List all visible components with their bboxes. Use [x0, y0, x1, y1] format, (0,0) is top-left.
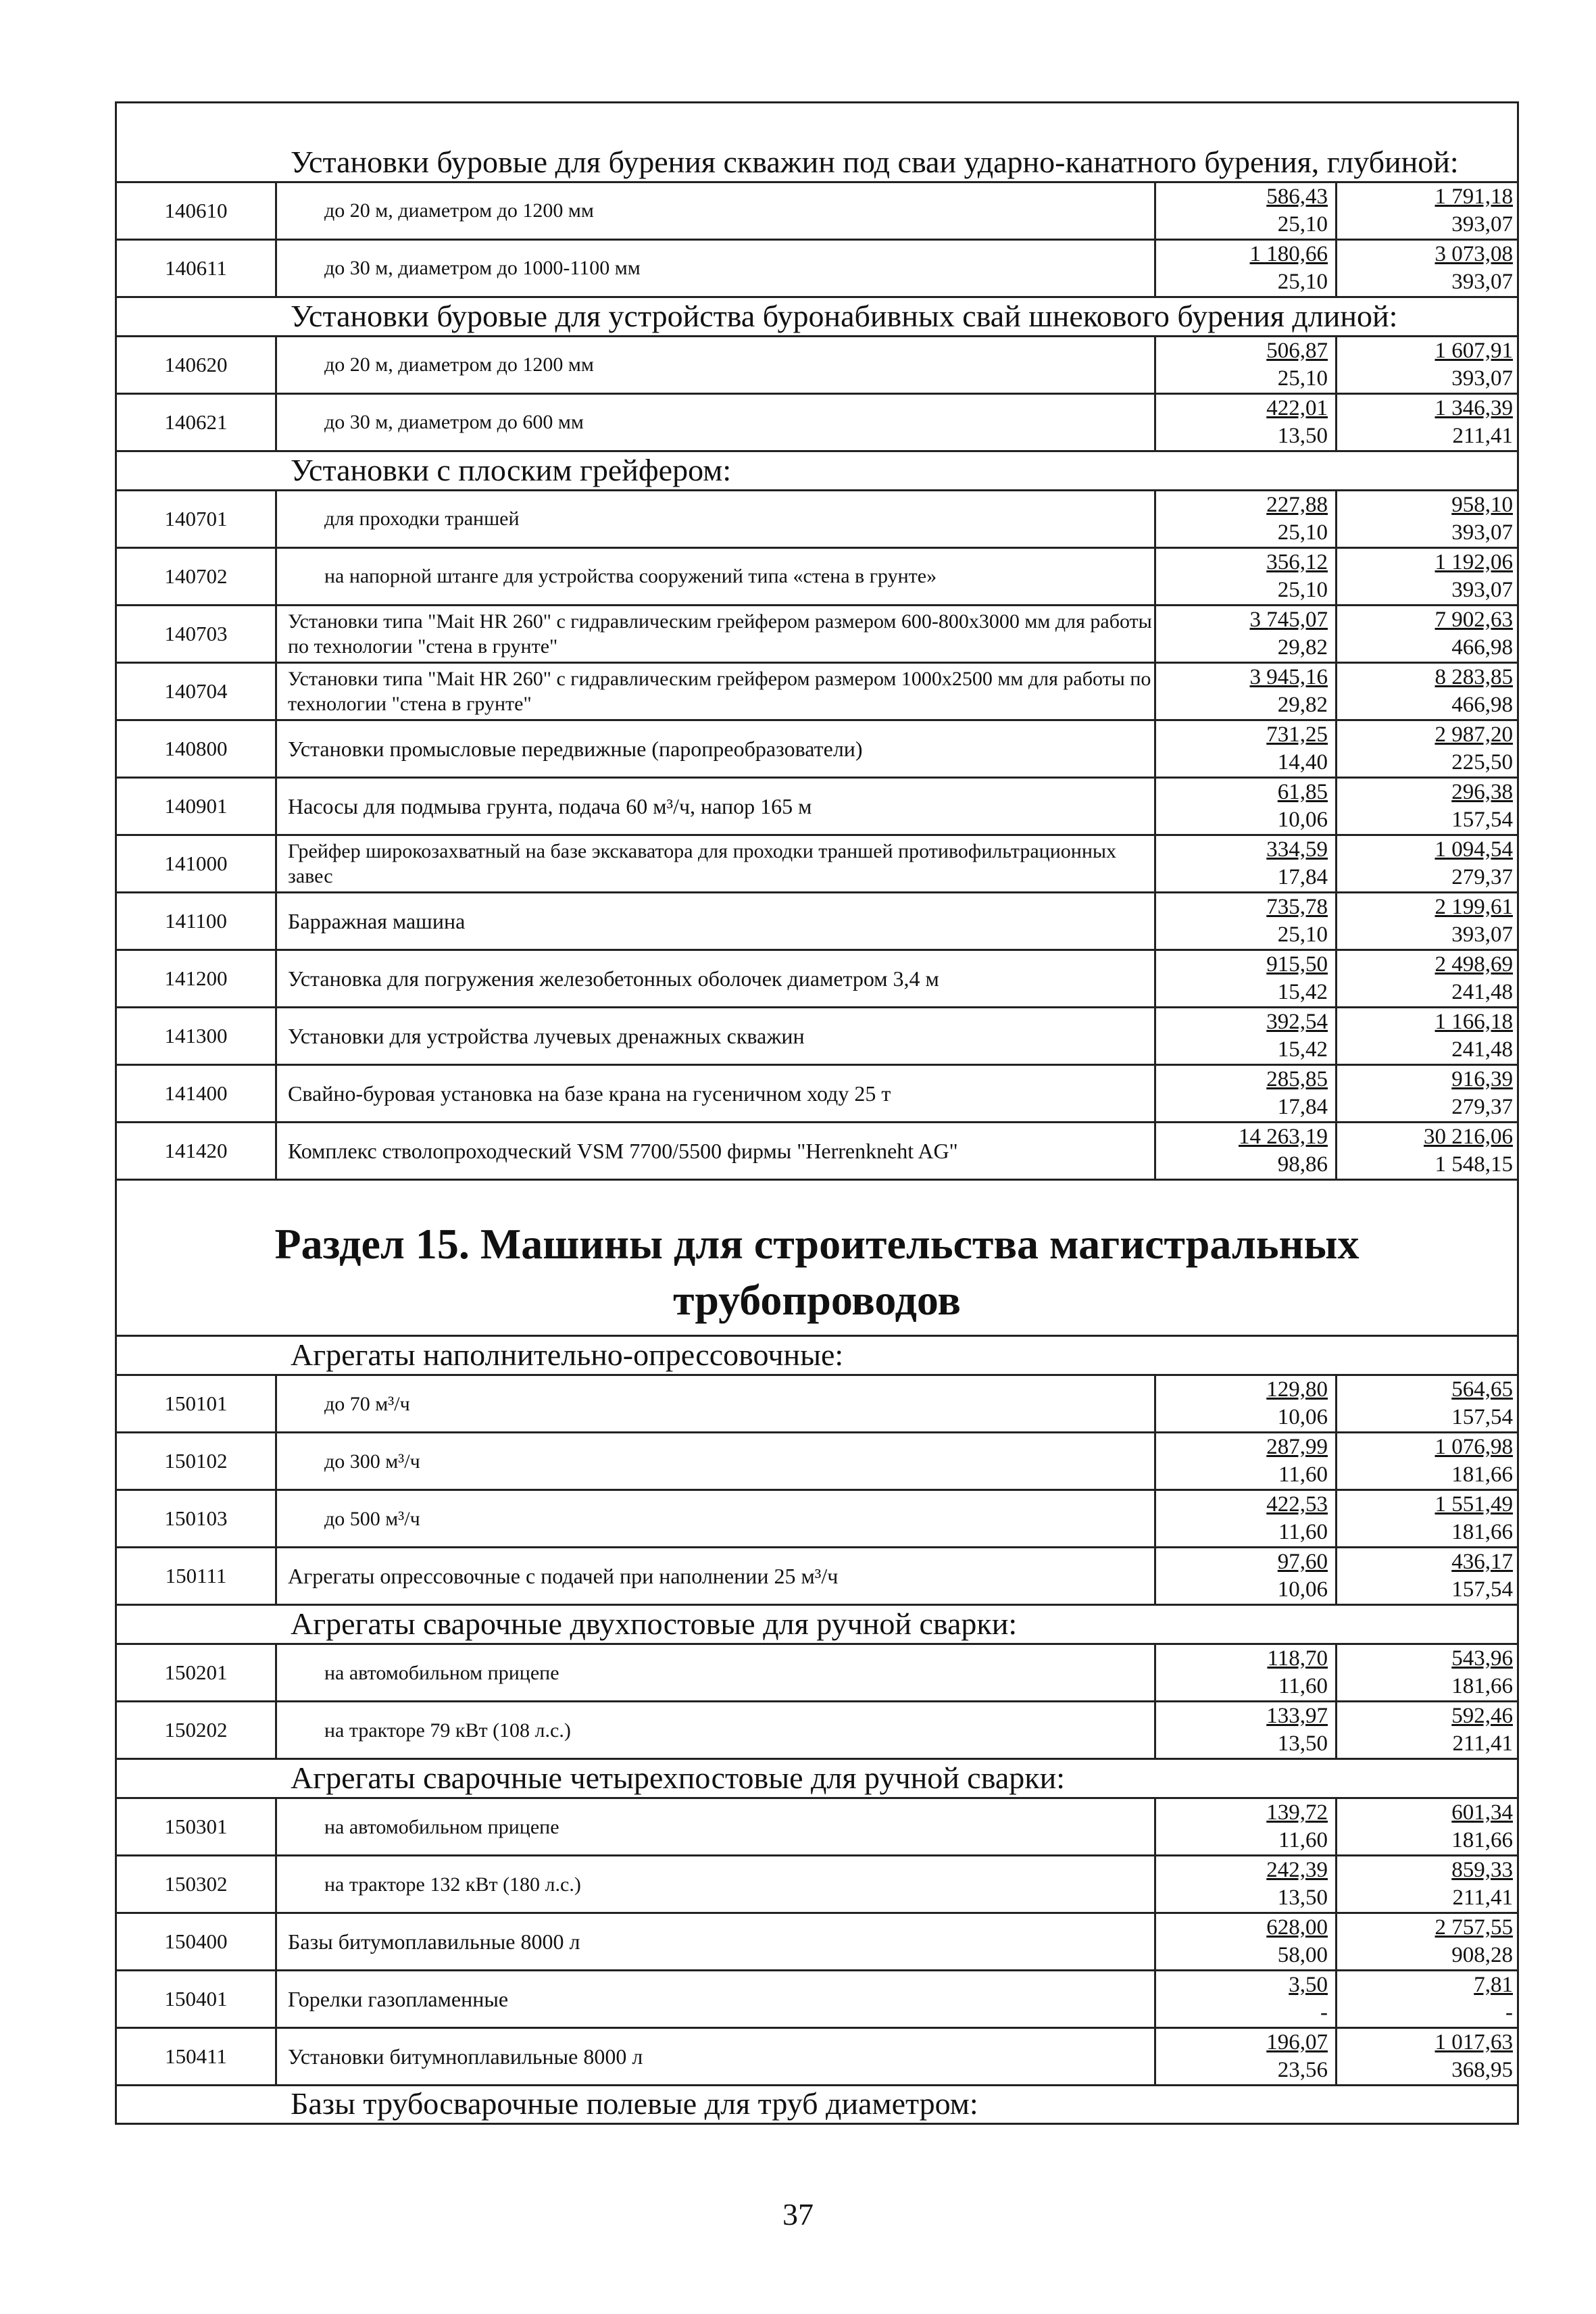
- value-top: 1 791,18: [1435, 184, 1513, 209]
- group-header-row: [117, 1606, 1517, 1645]
- value-bottom: 393,07: [1451, 212, 1513, 237]
- row-values: [1154, 395, 1517, 450]
- row-values: [1154, 664, 1517, 719]
- row-name: Установки типа "Mait HR 260" с гидравлическим грейфером размером 1000х2500 мм для работы по технологии "стена в грунте": [288, 667, 1151, 715]
- row-name: Агрегаты опрессовочные с подачей при наполнении 25 м³/ч: [288, 1564, 839, 1589]
- value-bottom: 181,66: [1451, 1462, 1513, 1487]
- table-row: [117, 1491, 1517, 1548]
- row-code: 140703: [117, 606, 277, 662]
- operating-cost-cell: [1156, 183, 1332, 239]
- row-values: [1154, 491, 1517, 547]
- value-top: 3 945,16: [1249, 665, 1328, 689]
- row-code: 150201: [117, 1645, 277, 1700]
- operating-cost-cell: [1156, 1066, 1332, 1121]
- table-row: [117, 836, 1517, 893]
- row-name: до 70 м³/ч: [324, 1392, 410, 1415]
- total-cost-cell: [1335, 836, 1517, 891]
- operating-cost-cell: [1156, 1376, 1332, 1431]
- operating-cost-cell: [1156, 1645, 1332, 1700]
- value-top: 916,39: [1451, 1067, 1513, 1091]
- value-top: 129,80: [1266, 1377, 1328, 1402]
- row-code: 141420: [117, 1123, 277, 1179]
- row-code: 140800: [117, 721, 277, 777]
- value-top: 296,38: [1451, 780, 1513, 804]
- value-top: 356,12: [1266, 550, 1328, 574]
- total-cost-cell: [1335, 779, 1517, 834]
- table-row: [117, 1799, 1517, 1856]
- value-top: 242,39: [1266, 1858, 1328, 1883]
- row-name: для проходки траншей: [324, 508, 520, 531]
- value-bottom: 25,10: [1277, 366, 1328, 391]
- value-top: 436,17: [1451, 1550, 1513, 1575]
- row-values: [1154, 1856, 1517, 1912]
- table-row: [117, 183, 1517, 241]
- table-row: [117, 1008, 1517, 1066]
- value-bottom: 211,41: [1452, 1731, 1513, 1756]
- operating-cost-cell: [1156, 1799, 1332, 1854]
- value-bottom: 13,50: [1277, 1731, 1328, 1756]
- table-row: [117, 951, 1517, 1008]
- group-header-row: [117, 1337, 1517, 1376]
- value-bottom: 1 548,15: [1435, 1152, 1513, 1177]
- operating-cost-cell: [1156, 664, 1332, 719]
- row-name: Установки типа "Mait HR 260" с гидравлическим грейфером размером 600-800х3000 мм для работы по технологии "стена в грунте": [288, 610, 1152, 658]
- value-top: 97,60: [1277, 1550, 1328, 1575]
- operating-cost-cell: [1156, 1008, 1332, 1064]
- value-bottom: 157,54: [1451, 1405, 1513, 1430]
- operating-cost-cell: [1156, 1971, 1332, 2027]
- row-name: Установка для погружения железобетонных оболочек диаметром 3,4 м: [288, 966, 939, 991]
- row-code: 141200: [117, 951, 277, 1006]
- total-cost-cell: [1335, 1008, 1517, 1064]
- table-row: [117, 893, 1517, 951]
- value-bottom: 10,06: [1277, 1405, 1328, 1430]
- total-cost-cell: [1335, 2029, 1517, 2084]
- value-top: 61,85: [1277, 780, 1328, 804]
- value-bottom: 241,48: [1451, 1037, 1513, 1062]
- value-bottom: 211,41: [1452, 1886, 1513, 1911]
- row-values: [1154, 1008, 1517, 1064]
- operating-cost-cell: [1156, 395, 1332, 450]
- value-top: 601,34: [1451, 1800, 1513, 1825]
- value-bottom: 466,98: [1451, 693, 1513, 717]
- operating-cost-cell: [1156, 2029, 1332, 2084]
- operating-cost-cell: [1156, 951, 1332, 1006]
- row-values: [1154, 2029, 1517, 2084]
- operating-cost-cell: [1156, 337, 1332, 393]
- row-name: Свайно-буровая установка на базе крана на гусеничном ходу 25 т: [288, 1081, 891, 1106]
- row-code: 141100: [117, 893, 277, 949]
- value-top: 506,87: [1266, 339, 1328, 363]
- value-top: 1 180,66: [1249, 242, 1328, 266]
- value-top: 1 076,98: [1435, 1435, 1513, 1460]
- value-top: 422,53: [1266, 1492, 1328, 1517]
- table-row: [117, 1914, 1517, 1971]
- value-top: 3 745,07: [1249, 608, 1328, 632]
- value-top: 285,85: [1266, 1067, 1328, 1091]
- row-name: Комплекс стволопроходческий VSM 7700/5500 фирмы "Herrenkneht AG": [288, 1139, 958, 1163]
- group-header-text: Агрегаты наполнительно-опрессовочные:: [291, 1337, 844, 1373]
- row-name: до 30 м, диаметром до 1000-1100 мм: [324, 257, 641, 280]
- total-cost-cell: [1335, 1856, 1517, 1912]
- row-name: на тракторе 132 кВт (180 л.с.): [324, 1873, 581, 1896]
- group-header-text: Базы трубосварочные полевые для труб диаметром:: [291, 2086, 978, 2121]
- row-name: Базы битумоплавильные 8000 л: [288, 1929, 580, 1954]
- value-bottom: 181,66: [1451, 1828, 1513, 1853]
- group-header-text: Агрегаты сварочные двухпостовые для ручной сварки:: [291, 1606, 1018, 1642]
- row-code: 150401: [117, 1971, 277, 2027]
- value-top: 628,00: [1266, 1915, 1328, 1940]
- table-row: [117, 241, 1517, 298]
- value-top: 133,97: [1266, 1704, 1328, 1729]
- operating-cost-cell: [1156, 606, 1332, 662]
- row-values: [1154, 1066, 1517, 1121]
- row-name: Барражная машина: [288, 909, 466, 933]
- value-top: 1 192,06: [1435, 550, 1513, 574]
- row-code: 150103: [117, 1491, 277, 1546]
- row-name: до 20 м, диаметром до 1200 мм: [324, 353, 594, 376]
- value-top: 1 017,63: [1435, 2030, 1513, 2055]
- operating-cost-cell: [1156, 1491, 1332, 1546]
- group-header-row: [117, 1760, 1517, 1799]
- row-code: 150101: [117, 1376, 277, 1431]
- value-top: 1 607,91: [1435, 339, 1513, 363]
- total-cost-cell: [1335, 1123, 1517, 1179]
- table-row: [117, 2029, 1517, 2086]
- value-top: 592,46: [1451, 1704, 1513, 1729]
- row-values: [1154, 606, 1517, 662]
- row-values: [1154, 183, 1517, 239]
- value-top: 422,01: [1266, 396, 1328, 420]
- group-header-text: Установки буровые для бурения скважин под сваи ударно-канатного бурения, глубиной:: [291, 144, 1459, 179]
- total-cost-cell: [1335, 1645, 1517, 1700]
- value-bottom: 25,10: [1277, 922, 1328, 947]
- total-cost-cell: [1335, 1491, 1517, 1546]
- value-bottom: 25,10: [1277, 270, 1328, 294]
- total-cost-cell: [1335, 1376, 1517, 1431]
- value-bottom: 17,84: [1277, 1095, 1328, 1119]
- row-code: 140610: [117, 183, 277, 239]
- value-top: 14 263,19: [1239, 1125, 1328, 1149]
- row-name: Установки для устройства лучевых дренажных скважин: [288, 1024, 805, 1048]
- value-bottom: 211,41: [1452, 424, 1513, 448]
- value-top: 7,81: [1474, 1973, 1513, 1998]
- value-top: 731,25: [1266, 722, 1328, 747]
- row-values: [1154, 1491, 1517, 1546]
- row-name: на напорной штанге для устройства сооружений типа «стена в грунте»: [324, 565, 937, 588]
- total-cost-cell: [1335, 606, 1517, 662]
- group-header-text: Установки буровые для устройства буронабивных свай шнекового бурения длиной:: [291, 298, 1398, 333]
- table-row: [117, 1433, 1517, 1491]
- row-code: 140704: [117, 664, 277, 719]
- row-code: 150111: [117, 1548, 277, 1604]
- value-bottom: 10,06: [1277, 808, 1328, 832]
- value-bottom: 393,07: [1451, 922, 1513, 947]
- value-bottom: 13,50: [1277, 1886, 1328, 1911]
- total-cost-cell: [1335, 183, 1517, 239]
- row-name: Насосы для подмыва грунта, подача 60 м³/ч, напор 165 м: [288, 794, 812, 818]
- value-top: 8 283,85: [1435, 665, 1513, 689]
- value-bottom: 157,54: [1451, 1577, 1513, 1602]
- total-cost-cell: [1335, 721, 1517, 777]
- total-cost-cell: [1335, 1066, 1517, 1121]
- value-bottom: 279,37: [1451, 865, 1513, 889]
- row-code: 150301: [117, 1799, 277, 1854]
- value-bottom: -: [1320, 2000, 1328, 2025]
- operating-cost-cell: [1156, 491, 1332, 547]
- value-top: 1 094,54: [1435, 837, 1513, 862]
- operating-cost-cell: [1156, 893, 1332, 949]
- price-table: [115, 101, 1519, 2125]
- row-name: до 300 м³/ч: [324, 1450, 420, 1473]
- row-name: Горелки газопламенные: [288, 1987, 509, 2012]
- total-cost-cell: [1335, 241, 1517, 296]
- value-bottom: 25,10: [1277, 520, 1328, 545]
- operating-cost-cell: [1156, 1914, 1332, 1969]
- value-top: 287,99: [1266, 1435, 1328, 1460]
- row-code: 140901: [117, 779, 277, 834]
- row-name: на тракторе 79 кВт (108 л.с.): [324, 1719, 571, 1742]
- value-top: 30 216,06: [1424, 1125, 1513, 1149]
- value-bottom: 58,00: [1277, 1943, 1328, 1968]
- operating-cost-cell: [1156, 836, 1332, 891]
- total-cost-cell: [1335, 1548, 1517, 1604]
- row-code: 150202: [117, 1702, 277, 1758]
- value-top: 196,07: [1266, 2030, 1328, 2055]
- total-cost-cell: [1335, 893, 1517, 949]
- operating-cost-cell: [1156, 549, 1332, 604]
- table-row: [117, 606, 1517, 664]
- row-values: [1154, 951, 1517, 1006]
- row-code: 140702: [117, 549, 277, 604]
- row-name: Грейфер широкозахватный на базе экскаватора для проходки траншей противофильтрационных завес: [288, 839, 1117, 887]
- value-top: 334,59: [1266, 837, 1328, 862]
- value-bottom: 15,42: [1277, 980, 1328, 1004]
- table-row: [117, 1376, 1517, 1433]
- operating-cost-cell: [1156, 1702, 1332, 1758]
- value-top: 118,70: [1267, 1646, 1328, 1671]
- row-code: 141400: [117, 1066, 277, 1121]
- total-cost-cell: [1335, 1702, 1517, 1758]
- table-row: [117, 1123, 1517, 1181]
- total-cost-cell: [1335, 1914, 1517, 1969]
- table-row: [117, 721, 1517, 779]
- table-row: [117, 1548, 1517, 1606]
- total-cost-cell: [1335, 549, 1517, 604]
- value-bottom: 908,28: [1451, 1943, 1513, 1968]
- value-bottom: 393,07: [1451, 578, 1513, 602]
- value-bottom: 181,66: [1451, 1520, 1513, 1545]
- value-bottom: 10,06: [1277, 1577, 1328, 1602]
- row-values: [1154, 836, 1517, 891]
- value-top: 564,65: [1451, 1377, 1513, 1402]
- group-header-row: [117, 298, 1517, 337]
- value-bottom: 14,40: [1277, 750, 1328, 774]
- value-bottom: 29,82: [1277, 635, 1328, 660]
- value-top: 227,88: [1266, 493, 1328, 517]
- row-values: [1154, 549, 1517, 604]
- value-bottom: 25,10: [1277, 578, 1328, 602]
- row-code: 150102: [117, 1433, 277, 1489]
- row-name: Установки промысловые передвижные (паропреобразователи): [288, 737, 863, 761]
- table-row: [117, 1856, 1517, 1914]
- value-bottom: 29,82: [1277, 693, 1328, 717]
- value-bottom: 11,60: [1278, 1674, 1328, 1699]
- value-top: 2 498,69: [1435, 952, 1513, 977]
- operating-cost-cell: [1156, 1856, 1332, 1912]
- value-top: 958,10: [1451, 493, 1513, 517]
- table-row: [117, 1066, 1517, 1123]
- row-code: 141300: [117, 1008, 277, 1064]
- group-header-text: Установки с плоским грейфером:: [291, 452, 732, 487]
- page-number: 37: [782, 2197, 814, 2232]
- value-top: 1 346,39: [1435, 396, 1513, 420]
- value-bottom: 15,42: [1277, 1037, 1328, 1062]
- total-cost-cell: [1335, 491, 1517, 547]
- row-values: [1154, 1433, 1517, 1489]
- table-row: [117, 1702, 1517, 1760]
- row-values: [1154, 1123, 1517, 1179]
- operating-cost-cell: [1156, 1433, 1332, 1489]
- row-code: 140620: [117, 337, 277, 393]
- total-cost-cell: [1335, 1971, 1517, 2027]
- row-name: до 20 м, диаметром до 1200 мм: [324, 199, 594, 222]
- value-top: 3 073,08: [1435, 242, 1513, 266]
- value-top: 392,54: [1266, 1010, 1328, 1034]
- value-bottom: 11,60: [1278, 1520, 1328, 1545]
- table-row: [117, 664, 1517, 721]
- row-values: [1154, 241, 1517, 296]
- row-values: [1154, 1645, 1517, 1700]
- value-bottom: 279,37: [1451, 1095, 1513, 1119]
- value-bottom: 181,66: [1451, 1674, 1513, 1699]
- table-row: [117, 1971, 1517, 2029]
- value-bottom: 17,84: [1277, 865, 1328, 889]
- group-header-row: [117, 2086, 1517, 2123]
- total-cost-cell: [1335, 1799, 1517, 1854]
- table-row: [117, 1645, 1517, 1702]
- value-top: 2 987,20: [1435, 722, 1513, 747]
- total-cost-cell: [1335, 1433, 1517, 1489]
- operating-cost-cell: [1156, 1548, 1332, 1604]
- row-values: [1154, 779, 1517, 834]
- value-top: 543,96: [1451, 1646, 1513, 1671]
- row-code: 140621: [117, 395, 277, 450]
- value-bottom: 241,48: [1451, 980, 1513, 1004]
- value-top: 1 551,49: [1435, 1492, 1513, 1517]
- total-cost-cell: [1335, 664, 1517, 719]
- section-title-text: Раздел 15. Машины для строительства магистральных трубопроводов: [274, 1220, 1360, 1325]
- row-values: [1154, 1702, 1517, 1758]
- group-header-row: [117, 452, 1517, 491]
- row-values: [1154, 893, 1517, 949]
- value-top: 2 199,61: [1435, 895, 1513, 919]
- row-name: на автомобильном прицепе: [324, 1815, 559, 1838]
- operating-cost-cell: [1156, 241, 1332, 296]
- row-values: [1154, 1548, 1517, 1604]
- table-row: [117, 395, 1517, 452]
- operating-cost-cell: [1156, 1123, 1332, 1179]
- value-bottom: 13,50: [1277, 424, 1328, 448]
- row-values: [1154, 1914, 1517, 1969]
- value-top: 735,78: [1266, 895, 1328, 919]
- value-bottom: 393,07: [1451, 270, 1513, 294]
- group-header-text: Агрегаты сварочные четырехпостовые для ручной сварки:: [291, 1761, 1066, 1796]
- value-bottom: 393,07: [1451, 520, 1513, 545]
- row-values: [1154, 1799, 1517, 1854]
- row-code: 150302: [117, 1856, 277, 1912]
- value-top: 2 757,55: [1435, 1915, 1513, 1940]
- value-top: 3,50: [1289, 1973, 1328, 1998]
- value-bottom: 23,56: [1277, 2058, 1328, 2083]
- row-values: [1154, 721, 1517, 777]
- total-cost-cell: [1335, 395, 1517, 450]
- section-title: [117, 1181, 1517, 1337]
- value-bottom: 11,60: [1278, 1828, 1328, 1853]
- row-code: 140701: [117, 491, 277, 547]
- row-code: 141000: [117, 836, 277, 891]
- group-header-row: [117, 103, 1517, 183]
- value-top: 7 902,63: [1435, 608, 1513, 632]
- operating-cost-cell: [1156, 779, 1332, 834]
- row-name: на автомобильном прицепе: [324, 1661, 559, 1684]
- total-cost-cell: [1335, 337, 1517, 393]
- value-top: 139,72: [1266, 1800, 1328, 1825]
- row-name: Установки битумноплавильные 8000 л: [288, 2044, 643, 2069]
- value-bottom: 368,95: [1451, 2058, 1513, 2083]
- value-bottom: 393,07: [1451, 366, 1513, 391]
- row-values: [1154, 1971, 1517, 2027]
- value-top: 915,50: [1266, 952, 1328, 977]
- value-bottom: 25,10: [1277, 212, 1328, 237]
- value-top: 586,43: [1266, 184, 1328, 209]
- value-bottom: 98,86: [1277, 1152, 1328, 1177]
- table-row: [117, 549, 1517, 606]
- total-cost-cell: [1335, 951, 1517, 1006]
- value-bottom: 11,60: [1278, 1462, 1328, 1487]
- value-bottom: 225,50: [1451, 750, 1513, 774]
- value-bottom: -: [1505, 2000, 1513, 2025]
- operating-cost-cell: [1156, 721, 1332, 777]
- row-name: до 30 м, диаметром до 600 мм: [324, 411, 584, 434]
- table-row: [117, 779, 1517, 836]
- row-name: до 500 м³/ч: [324, 1507, 420, 1530]
- value-bottom: 466,98: [1451, 635, 1513, 660]
- row-code: 140611: [117, 241, 277, 296]
- row-code: 150411: [117, 2029, 277, 2084]
- row-values: [1154, 1376, 1517, 1431]
- row-code: 150400: [117, 1914, 277, 1969]
- table-row: [117, 491, 1517, 549]
- value-top: 859,33: [1451, 1858, 1513, 1883]
- table-row: [117, 337, 1517, 395]
- value-bottom: 157,54: [1451, 808, 1513, 832]
- value-top: 1 166,18: [1435, 1010, 1513, 1034]
- row-values: [1154, 337, 1517, 393]
